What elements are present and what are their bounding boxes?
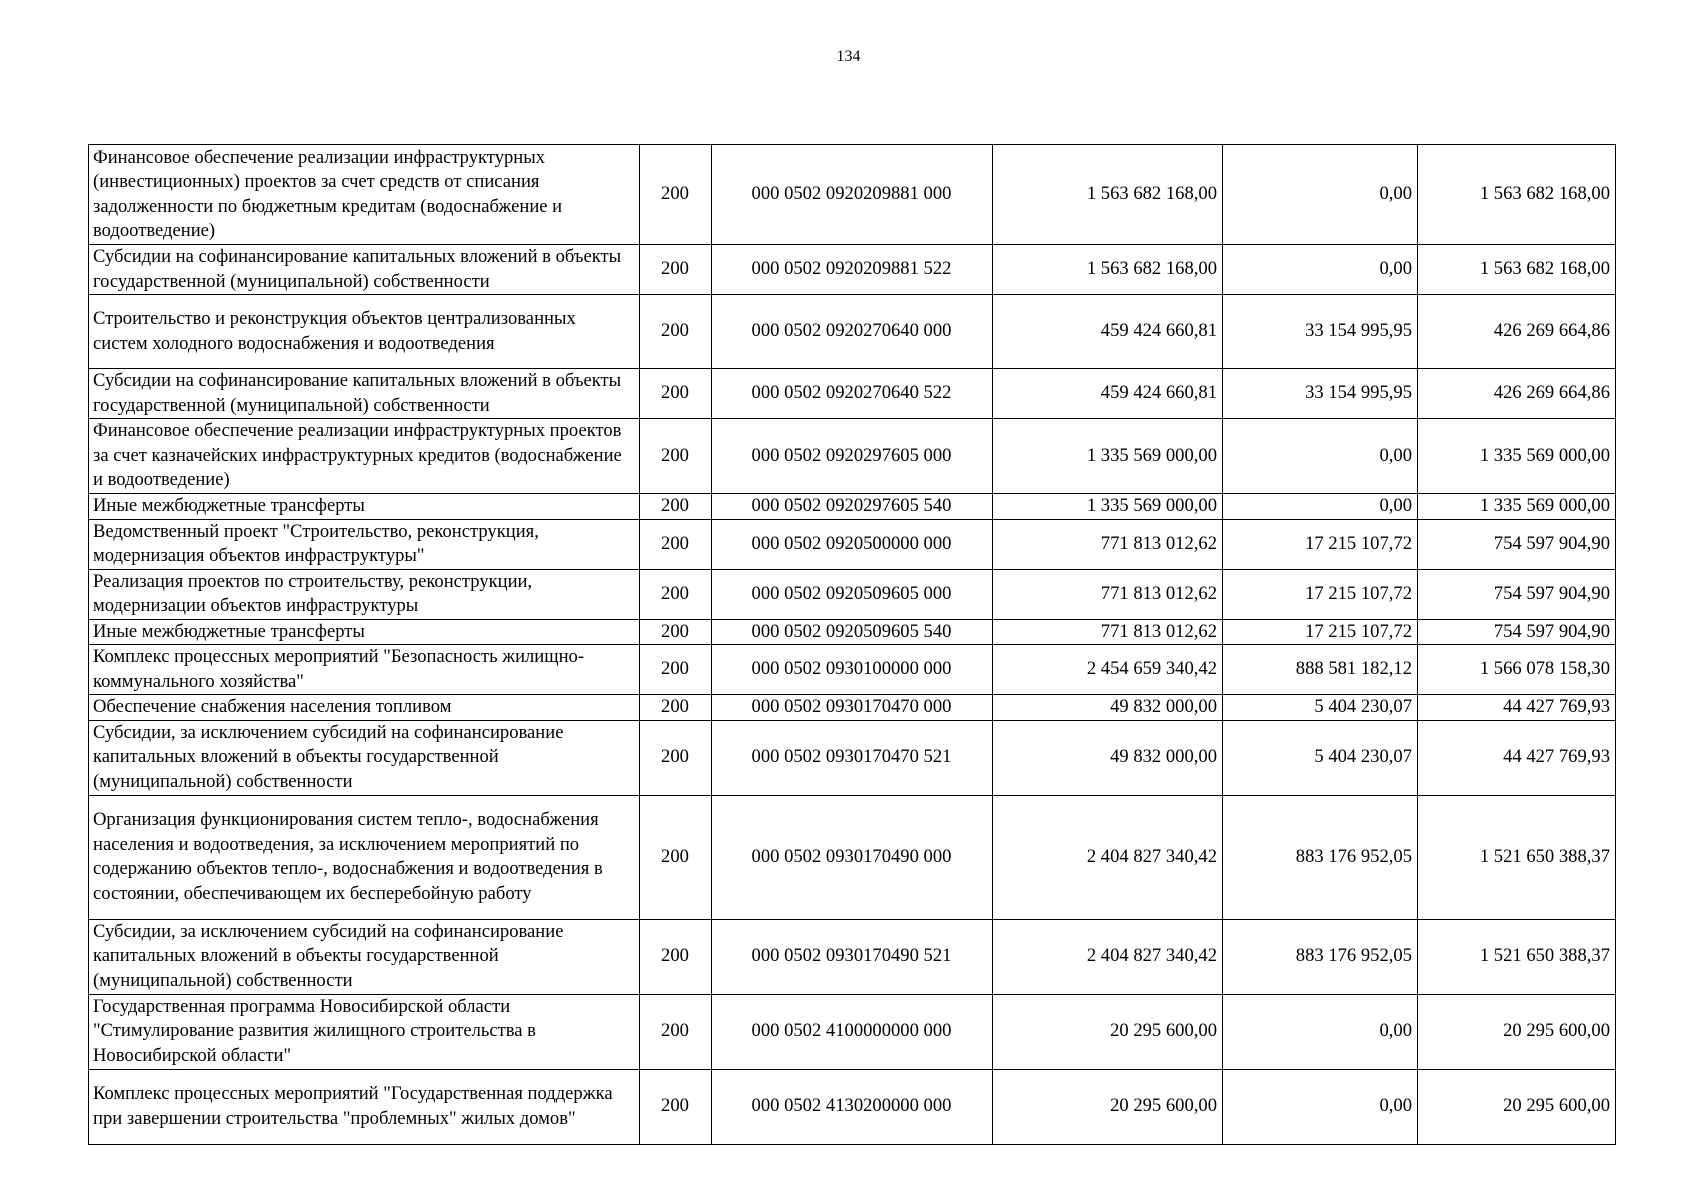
row-kbk: 000 0502 0930170470 000 bbox=[712, 695, 993, 721]
table-row bbox=[89, 645, 1616, 695]
table-row bbox=[89, 1069, 1616, 1144]
row-executed: 0,00 bbox=[1223, 145, 1418, 245]
table-row bbox=[89, 295, 1616, 369]
row-kbk: 000 0502 4100000000 000 bbox=[712, 994, 993, 1069]
row-kbk: 000 0502 0920297605 540 bbox=[712, 494, 993, 520]
row-approved: 20 295 600,00 bbox=[993, 994, 1223, 1069]
row-name: Комплекс процессных мероприятий "Безопасность жилищно-коммунального хозяйства" bbox=[89, 645, 640, 695]
row-code: 200 bbox=[640, 720, 712, 795]
row-executed: 33 154 995,95 bbox=[1223, 295, 1418, 369]
row-remaining: 1 563 682 168,00 bbox=[1418, 245, 1616, 295]
row-code: 200 bbox=[640, 295, 712, 369]
row-code: 200 bbox=[640, 519, 712, 569]
row-remaining: 1 521 650 388,37 bbox=[1418, 919, 1616, 994]
row-approved: 2 454 659 340,42 bbox=[993, 645, 1223, 695]
row-name: Государственная программа Новосибирской области "Стимулирование развития жилищного строительства в Новосибирской области" bbox=[89, 994, 640, 1069]
row-remaining: 426 269 664,86 bbox=[1418, 295, 1616, 369]
row-name: Иные межбюджетные трансферты bbox=[89, 494, 640, 520]
row-executed: 5 404 230,07 bbox=[1223, 695, 1418, 721]
table-row bbox=[89, 145, 1616, 245]
row-name: Финансовое обеспечение реализации инфраструктурных (инвестиционных) проектов за счет средств от списания задолженности по бюджетным кредитам (водоснабжение и водоотведение) bbox=[89, 145, 640, 245]
table-row bbox=[89, 494, 1616, 520]
table-row bbox=[89, 695, 1616, 721]
page-number: 134 bbox=[836, 48, 861, 65]
row-code: 200 bbox=[640, 145, 712, 245]
row-code: 200 bbox=[640, 419, 712, 494]
row-remaining: 1 521 650 388,37 bbox=[1418, 795, 1616, 919]
row-executed: 883 176 952,05 bbox=[1223, 919, 1418, 994]
table-row bbox=[89, 619, 1616, 645]
row-name: Ведомственный проект "Строительство, реконструкция, модернизация объектов инфраструктуры" bbox=[89, 519, 640, 569]
row-executed: 0,00 bbox=[1223, 494, 1418, 520]
row-code: 200 bbox=[640, 919, 712, 994]
row-code: 200 bbox=[640, 619, 712, 645]
table-row bbox=[89, 519, 1616, 569]
row-approved: 20 295 600,00 bbox=[993, 1069, 1223, 1144]
row-code: 200 bbox=[640, 245, 712, 295]
row-name: Строительство и реконструкция объектов централизованных систем холодного водоснабжения и водоотведения bbox=[89, 295, 640, 369]
row-code: 200 bbox=[640, 569, 712, 619]
row-name: Иные межбюджетные трансферты bbox=[89, 619, 640, 645]
row-approved: 49 832 000,00 bbox=[993, 720, 1223, 795]
row-kbk: 000 0502 0920297605 000 bbox=[712, 419, 993, 494]
row-kbk: 000 0502 0930100000 000 bbox=[712, 645, 993, 695]
row-kbk: 000 0502 0930170490 000 bbox=[712, 795, 993, 919]
row-executed: 883 176 952,05 bbox=[1223, 795, 1418, 919]
table-row bbox=[89, 720, 1616, 795]
row-approved: 1 563 682 168,00 bbox=[993, 145, 1223, 245]
row-executed: 888 581 182,12 bbox=[1223, 645, 1418, 695]
row-name: Финансовое обеспечение реализации инфраструктурных проектов за счет казначейских инфраструктурных кредитов (водоснабжение и водоотведение) bbox=[89, 419, 640, 494]
row-approved: 2 404 827 340,42 bbox=[993, 795, 1223, 919]
row-remaining: 754 597 904,90 bbox=[1418, 519, 1616, 569]
table-body bbox=[89, 145, 1616, 1145]
row-name: Субсидии, за исключением субсидий на софинансирование капитальных вложений в объекты государственной (муниципальной) собственности bbox=[89, 919, 640, 994]
row-kbk: 000 0502 0920209881 000 bbox=[712, 145, 993, 245]
row-remaining: 754 597 904,90 bbox=[1418, 569, 1616, 619]
row-executed: 33 154 995,95 bbox=[1223, 369, 1418, 419]
row-kbk: 000 0502 0920209881 522 bbox=[712, 245, 993, 295]
row-executed: 5 404 230,07 bbox=[1223, 720, 1418, 795]
row-remaining: 754 597 904,90 bbox=[1418, 619, 1616, 645]
row-kbk: 000 0502 0920270640 000 bbox=[712, 295, 993, 369]
row-code: 200 bbox=[640, 1069, 712, 1144]
row-code: 200 bbox=[640, 645, 712, 695]
row-approved: 2 404 827 340,42 bbox=[993, 919, 1223, 994]
row-name: Реализация проектов по строительству, реконструкции, модернизации объектов инфраструктуры bbox=[89, 569, 640, 619]
row-remaining: 1 563 682 168,00 bbox=[1418, 145, 1616, 245]
row-name: Комплекс процессных мероприятий "Государственная поддержка при завершении строительства "проблемных" жилых домов" bbox=[89, 1069, 640, 1144]
table-row bbox=[89, 795, 1616, 919]
row-remaining: 20 295 600,00 bbox=[1418, 994, 1616, 1069]
row-kbk: 000 0502 0920509605 000 bbox=[712, 569, 993, 619]
row-approved: 1 335 569 000,00 bbox=[993, 419, 1223, 494]
row-approved: 459 424 660,81 bbox=[993, 369, 1223, 419]
row-executed: 17 215 107,72 bbox=[1223, 519, 1418, 569]
table-row bbox=[89, 245, 1616, 295]
row-remaining: 426 269 664,86 bbox=[1418, 369, 1616, 419]
row-executed: 17 215 107,72 bbox=[1223, 619, 1418, 645]
row-name: Обеспечение снабжения населения топливом bbox=[89, 695, 640, 721]
table-row bbox=[89, 569, 1616, 619]
row-approved: 771 813 012,62 bbox=[993, 569, 1223, 619]
row-executed: 0,00 bbox=[1223, 994, 1418, 1069]
row-kbk: 000 0502 0920509605 540 bbox=[712, 619, 993, 645]
row-executed: 0,00 bbox=[1223, 419, 1418, 494]
row-executed: 0,00 bbox=[1223, 1069, 1418, 1144]
row-remaining: 1 335 569 000,00 bbox=[1418, 494, 1616, 520]
row-name: Субсидии на софинансирование капитальных вложений в объекты государственной (муниципальной) собственности bbox=[89, 245, 640, 295]
row-approved: 1 335 569 000,00 bbox=[993, 494, 1223, 520]
row-name: Субсидии, за исключением субсидий на софинансирование капитальных вложений в объекты государственной (муниципальной) собственности bbox=[89, 720, 640, 795]
row-kbk: 000 0502 0930170490 521 bbox=[712, 919, 993, 994]
row-executed: 17 215 107,72 bbox=[1223, 569, 1418, 619]
budget-execution-table bbox=[88, 144, 1616, 1145]
row-executed: 0,00 bbox=[1223, 245, 1418, 295]
row-code: 200 bbox=[640, 695, 712, 721]
row-remaining: 1 566 078 158,30 bbox=[1418, 645, 1616, 695]
table-row bbox=[89, 994, 1616, 1069]
row-code: 200 bbox=[640, 494, 712, 520]
table-row bbox=[89, 419, 1616, 494]
row-remaining: 44 427 769,93 bbox=[1418, 695, 1616, 721]
table-row bbox=[89, 369, 1616, 419]
row-kbk: 000 0502 4130200000 000 bbox=[712, 1069, 993, 1144]
row-code: 200 bbox=[640, 369, 712, 419]
row-kbk: 000 0502 0920500000 000 bbox=[712, 519, 993, 569]
row-code: 200 bbox=[640, 994, 712, 1069]
row-remaining: 44 427 769,93 bbox=[1418, 720, 1616, 795]
table-row bbox=[89, 919, 1616, 994]
row-name: Субсидии на софинансирование капитальных вложений в объекты государственной (муниципальной) собственности bbox=[89, 369, 640, 419]
row-approved: 459 424 660,81 bbox=[993, 295, 1223, 369]
row-kbk: 000 0502 0920270640 522 bbox=[712, 369, 993, 419]
row-remaining: 20 295 600,00 bbox=[1418, 1069, 1616, 1144]
row-code: 200 bbox=[640, 795, 712, 919]
row-approved: 1 563 682 168,00 bbox=[993, 245, 1223, 295]
row-approved: 771 813 012,62 bbox=[993, 619, 1223, 645]
row-name: Организация функционирования систем тепло-, водоснабжения населения и водоотведения, за исключением мероприятий по содержанию объектов тепло-, водоснабжения и водоотведения в состоянии, обеспечивающем их бесперебойную работу bbox=[89, 795, 640, 919]
row-approved: 771 813 012,62 bbox=[993, 519, 1223, 569]
row-approved: 49 832 000,00 bbox=[993, 695, 1223, 721]
row-kbk: 000 0502 0930170470 521 bbox=[712, 720, 993, 795]
row-remaining: 1 335 569 000,00 bbox=[1418, 419, 1616, 494]
